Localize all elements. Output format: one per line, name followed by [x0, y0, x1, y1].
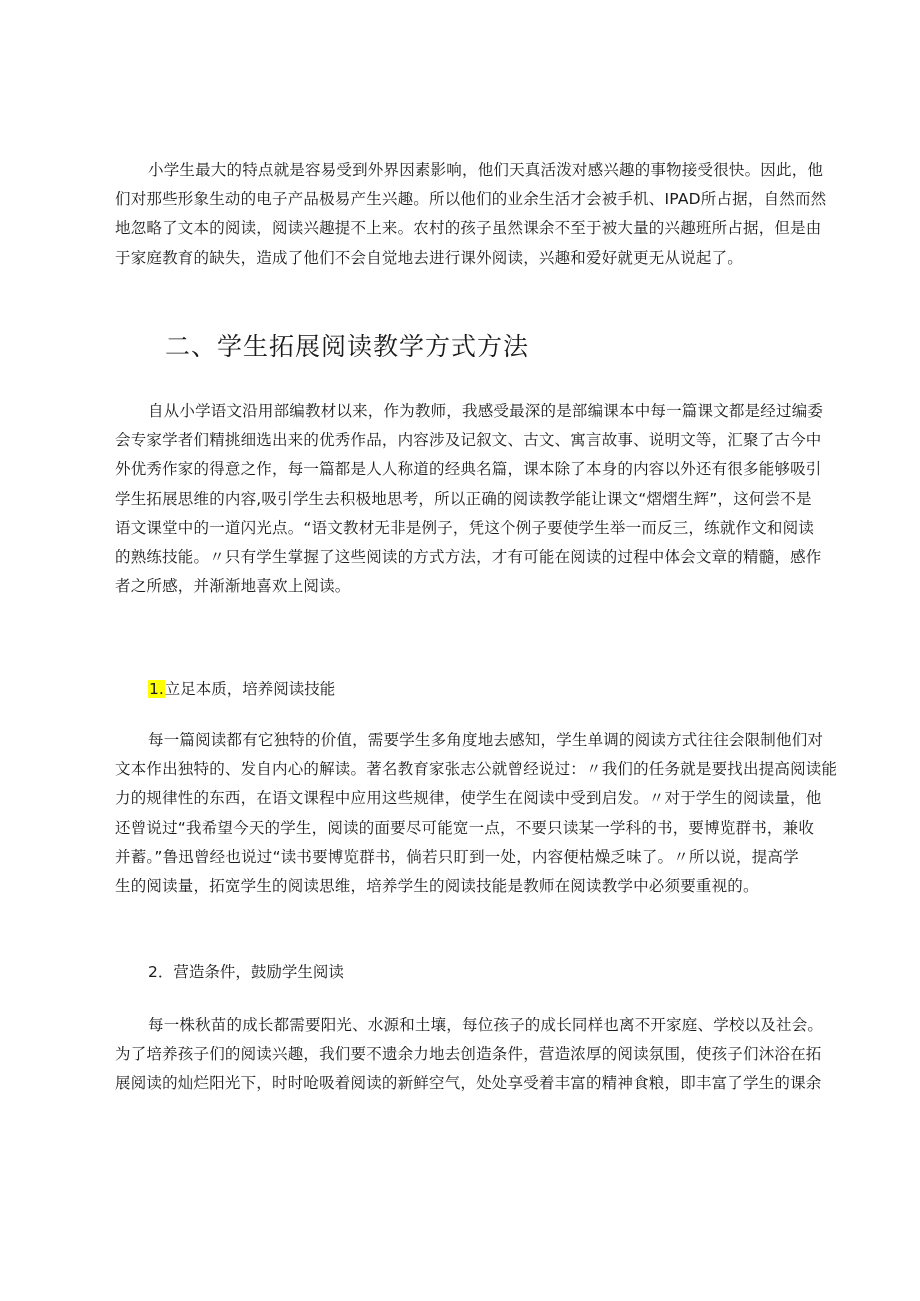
text-line: 展阅读的灿烂阳光下，时时呛吸着阅读的新鲜空气，处处享受着丰富的精神食粮，即丰富了学生的课余 [115, 1074, 822, 1093]
text-line: 并蓄。”鲁迅曾经也说过“读书要博览群书，倘若只盯到一处，内容便枯燥乏味了。〃所以说，提高学 [115, 847, 799, 866]
text-line: 还曾说过“我希望今天的学生，阅读的面要尽可能宽一点，不要只读某一学科的书，要博览群书，兼收 [115, 818, 815, 837]
text-line: 为了培养孩子们的阅读兴趣，我们要不遗余力地去创造条件，营造浓厚的阅读氛围，使孩子们沐浴在拓 [115, 1045, 822, 1064]
text-line: 地忽略了文本的阅读，阅读兴趣提不上来。农村的孩子虽然课余不至于被大量的兴趣班所占据，但是由 [115, 219, 822, 238]
subheading-number-highlight: 1. [149, 680, 164, 698]
text-line: 小学生最大的特点就是容易受到外界因素影响，他们天真活泼对感兴趣的事物接受很快。因此，他 [148, 161, 824, 179]
text-line: 外优秀作家的得意之作，每一篇都是人人称道的经典名篇，课本除了本身的内容以外还有很多能够吸引 [115, 460, 822, 479]
text-line: 生的阅读量，拓宽学生的阅读思维，培养学生的阅读技能是教师在阅读教学中必须要重视的。 [115, 877, 759, 896]
text-line: 学生拓展思维的内容,吸引学生去积极地思考，所以正确的阅读教学能让课文“熠熠生辉”，这何尝不是 [115, 489, 812, 508]
paragraph-methods [115, 397, 825, 601]
text-line: 每一株秋苗的成长都需要阳光、水源和土壤，每位孩子的成长同样也离不开家庭、学校以及社会。 [148, 1016, 824, 1034]
subheading-2 [148, 960, 344, 982]
subheading-1 [148, 677, 335, 699]
text-line: 者之所感，并渐渐地喜欢上阅读。 [115, 577, 351, 596]
text-line: 力的规律性的东西，在语文课程中应用这些规律，使学生在阅读中受到启发。〃对于学生的阅读量，他 [115, 789, 822, 808]
text-line: 于家庭教育的缺失，造成了他们不会自觉地去进行课外阅读，兴趣和爱好就更无从说起了。 [115, 248, 744, 267]
subheading-text: ．营造条件，鼓励学生阅读 [157, 963, 344, 981]
subheading-number: 2 [148, 963, 158, 981]
text-line: 们对那些形象生动的电子产品极易产生兴趣。所以他们的业余生活才会被手机、IPAD所占据，自然而然 [115, 190, 827, 209]
paragraph-skills [115, 726, 838, 901]
paragraph-intro [115, 156, 825, 273]
paragraph-conditions [115, 1011, 825, 1099]
text-line: 会专家学者们精挑细选出来的优秀作品，内容涉及记叙文、古文、寓言故事、说明文等，汇聚了古今中 [115, 431, 822, 450]
text-line: 自从小学语文沿用部编教材以来，作为教师，我感受最深的是部编课本中每一篇课文都是经过编委 [148, 402, 824, 420]
text-line: 的熟练技能。〃只有学生掌握了这些阅读的方式方法，才有可能在阅读的过程中体会文章的精髓，感作 [115, 548, 822, 567]
text-line: 文本作出独特的、发自内心的解读。著名教育家张志公就曾经说过：〃我们的任务就是要找出提高阅读能 [115, 760, 838, 779]
text-line: 语文课堂中的一道闪光点。“语文教材无非是例子，凭这个例子要使学生举一而反三，练就作文和阅读 [115, 518, 815, 537]
text-line: 每一篇阅读都有它独特的价值，需要学生多角度地去感知，学生单调的阅读方式往往会限制他们对 [148, 731, 824, 749]
section-heading: 二、学生拓展阅读教学方式方法 [165, 332, 530, 361]
subheading-text: 立足本质，培养阅读技能 [164, 680, 336, 698]
